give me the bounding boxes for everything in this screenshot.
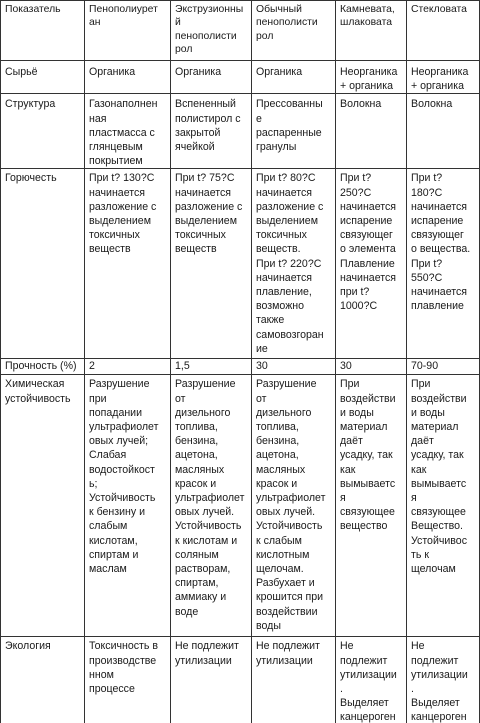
column-header-expanded-polystyrene: Обычный пенополисти рол xyxy=(252,1,336,61)
table-cell: Органика xyxy=(85,61,171,94)
row-label-flammability: Горючесть xyxy=(1,169,85,359)
table-cell: Неорганика + органика xyxy=(407,61,480,94)
table-cell: 70-90 xyxy=(407,359,480,375)
row-label-raw-material: Сырьё xyxy=(1,61,85,94)
table-cell: Газонаполнен ная пластмасса с глянцевым покрытием xyxy=(85,94,171,169)
row-label-strength: Прочность (%) xyxy=(1,359,85,375)
column-header-parameter: Показатель xyxy=(1,1,85,61)
table-cell: При t? 130?С начинается разложение с выделением токсичных веществ xyxy=(85,169,171,359)
column-header-glass-wool: Стекловата xyxy=(407,1,480,61)
table-cell: Не подлежит утилизации . Выделяет канцероген xyxy=(336,637,407,723)
table-cell: Прессованны е распаренные гранулы xyxy=(252,94,336,169)
table-cell: Токсичность в производстве нном процессе xyxy=(85,637,171,723)
table-header-row xyxy=(1,1,480,61)
table-cell: При t? 75?С начинается разложение с выделением токсичных веществ xyxy=(171,169,252,359)
table-cell: Не подлежит утилизации xyxy=(252,637,336,723)
table-cell: Не подлежит утилизации . Выделяет канцероген xyxy=(407,637,480,723)
table-cell: При t? 250?С начинается испарение связующег о элемента Плавление начинается при t? 1000?С xyxy=(336,169,407,359)
table-cell: Разрушение от дизельного топлива, бензина, ацетона, масляных красок и ультрафиолет овых лучей. Устойчивость к кислотам и соляным растворам, спиртам, аммиаку и воде xyxy=(171,375,252,637)
column-header-stone-slag-wool: Камневата, шлаковата xyxy=(336,1,407,61)
table-cell: Разрушение от дизельного топлива, бензина, ацетона, масляных красок и ультрафиолет овых лучей. Устойчивость к слабым кислотным щелочам. Разбухает и крошится при воздействии воды xyxy=(252,375,336,637)
table-row xyxy=(1,375,480,637)
table-cell: Волокна xyxy=(336,94,407,169)
table-cell: 30 xyxy=(252,359,336,375)
row-label-ecology: Экология xyxy=(1,637,85,723)
table-cell: Органика xyxy=(171,61,252,94)
table-cell: Вспененный полистирол с закрытой ячейкой xyxy=(171,94,252,169)
table-cell: 2 xyxy=(85,359,171,375)
column-header-polyurethane-foam: Пенополиурет ан xyxy=(85,1,171,61)
table-cell: Органика xyxy=(252,61,336,94)
column-header-extruded-polystyrene: Экструзионны й пенополисти рол xyxy=(171,1,252,61)
table-cell: 1,5 xyxy=(171,359,252,375)
table-cell: Не подлежит утилизации xyxy=(171,637,252,723)
table-cell: При воздействи и воды материал даёт усадку, так как вымываетс я связующее вещество xyxy=(336,375,407,637)
table-cell: Неорганика + органика xyxy=(336,61,407,94)
table-row xyxy=(1,359,480,375)
table-cell: При воздействи и воды материал даёт усадку, так как вымываетс я связующее Вещество. Устойчивос ть к щелочам xyxy=(407,375,480,637)
table-cell: Волокна xyxy=(407,94,480,169)
table-row xyxy=(1,637,480,723)
table-row xyxy=(1,61,480,94)
row-label-chemical-resistance: Химическая устойчивость xyxy=(1,375,85,637)
table-row xyxy=(1,169,480,359)
row-label-structure: Структура xyxy=(1,94,85,169)
table-cell: 30 xyxy=(336,359,407,375)
table-cell: При t? 80?С начинается разложение с выделением токсичных веществ. При t? 220?С начинается плавление, возможно также самовозгоран ие xyxy=(252,169,336,359)
table-cell: Разрушение при попадании ультрафиолет овых лучей; Слабая водостойкост ь; Устойчивость к бензину и слабым кислотам, спиртам и маслам xyxy=(85,375,171,637)
table-cell: При t? 180?С начинается испарение связующег о вещества. При t? 550?С начинается плавление xyxy=(407,169,480,359)
table-row xyxy=(1,94,480,169)
